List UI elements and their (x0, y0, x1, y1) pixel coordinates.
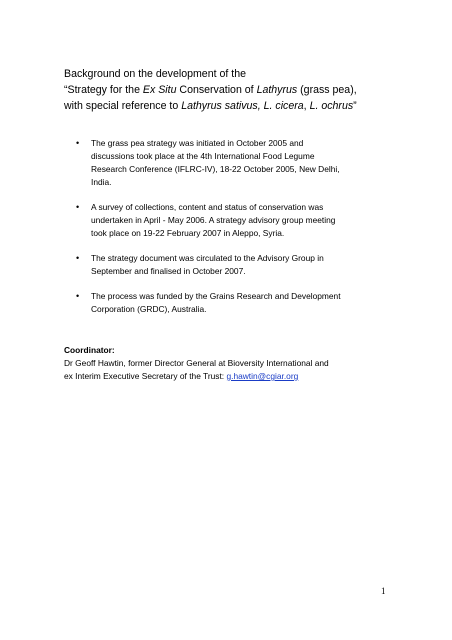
list-item-line: undertaken in April - May 2006. A strategy advisory group meeting (91, 215, 336, 225)
list-item-line: The grass pea strategy was initiated in October 2005 and (91, 138, 304, 148)
coordinator-line-1: Dr Geoff Hawtin, former Director General at Bioversity International and (64, 358, 329, 368)
heading-text: (grass pea), (297, 84, 357, 96)
bullet-icon: • (76, 291, 80, 301)
list-item-line: took place on 19-22 February 2007 in Aleppo, Syria. (91, 228, 285, 238)
list-item (76, 252, 396, 278)
coordinator-line-2 (64, 370, 404, 383)
coordinator-label: Coordinator: (64, 345, 115, 355)
coordinator-text: ex Interim Executive Secretary of the Trust: (64, 371, 227, 381)
heading-text: “Strategy for the (64, 84, 143, 96)
list-item (76, 290, 396, 316)
heading-italic-ochrus: L. ochrus (309, 100, 354, 112)
email-link[interactable]: g.hawtin@cgiar.org (226, 371, 299, 381)
list-item-text (91, 252, 396, 278)
list-item-line: September and finalised in October 2007. (91, 266, 246, 276)
heading-line-3 (64, 98, 404, 114)
bullet-list (76, 137, 396, 328)
page-number: 1 (381, 586, 386, 596)
coordinator-section (64, 344, 404, 383)
list-item-text (91, 290, 396, 316)
heading-text: , (303, 100, 310, 112)
heading-line-2 (64, 82, 404, 98)
heading-text: with special reference to (64, 100, 182, 112)
list-item-text (91, 137, 396, 189)
document-heading (64, 66, 404, 114)
heading-text: ” (353, 100, 357, 112)
bullet-icon: • (76, 138, 80, 148)
list-item-text (91, 201, 396, 240)
heading-text: Conservation of (176, 84, 257, 96)
heading-line-1: Background on the development of the (64, 68, 246, 80)
list-item (76, 201, 396, 240)
list-item-line: A survey of collections, content and status of conservation was (91, 202, 324, 212)
list-item (76, 137, 396, 189)
list-item-line: The strategy document was circulated to the Advisory Group in (91, 253, 324, 263)
list-item-line: Research Conference (IFLRC-IV), 18-22 October 2005, New Delhi, (91, 164, 340, 174)
list-item-line: discussions took place at the 4th International Food Legume (91, 151, 315, 161)
list-item-line: The process was funded by the Grains Research and Development (91, 291, 341, 301)
heading-italic-species: Lathyrus sativus, L. cicera (181, 100, 304, 112)
heading-italic-ex-situ: Ex Situ (142, 84, 177, 96)
list-item-line: India. (91, 177, 112, 187)
heading-italic-lathyrus: Lathyrus (256, 84, 298, 96)
bullet-icon: • (76, 202, 80, 212)
bullet-icon: • (76, 253, 80, 263)
list-item-line: Corporation (GRDC), Australia. (91, 304, 207, 314)
